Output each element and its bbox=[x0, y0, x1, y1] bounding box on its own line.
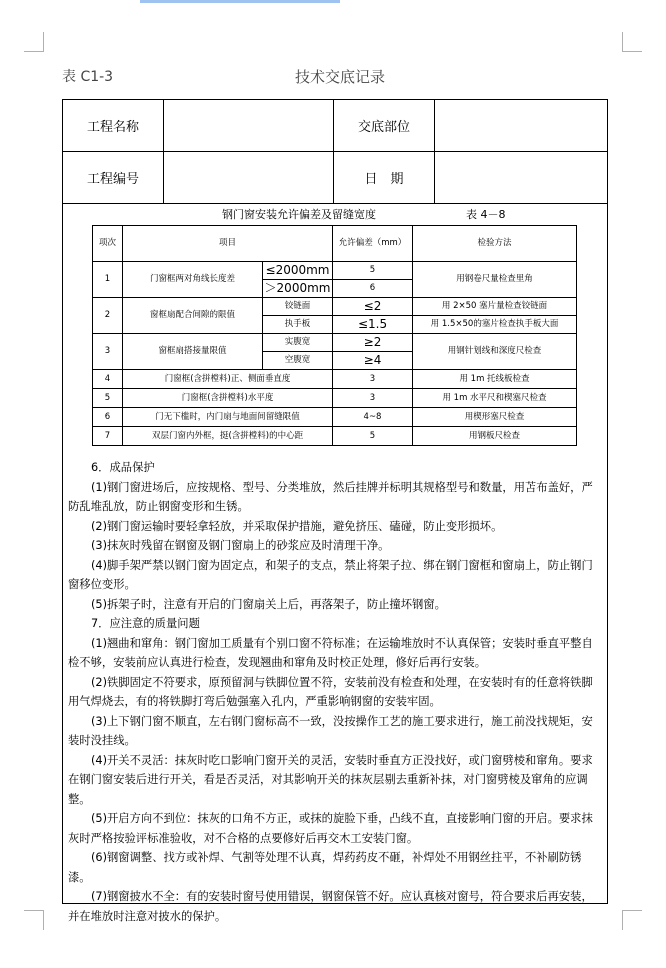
row1-method: 用钢卷尺量检查里角 bbox=[413, 262, 577, 298]
row2-sub-b: 执手板 bbox=[263, 316, 333, 334]
row2-val-b: ≤1.5 bbox=[333, 316, 413, 334]
section6-para: (4)脚手架严禁以钢门窗为固定点，和架子的支点，禁止将架子拉、绑在钢门窗框和窗扇上，防止钢门窗移位变形。 bbox=[68, 558, 593, 591]
header-item: 项目 bbox=[123, 226, 333, 262]
section7-para: (6)钢窗调整、找方或补焊、气割等处理不认真，焊药药皮不砸，补焊处不用钢丝拄平，不补刷防锈漆。 bbox=[68, 851, 582, 884]
section7-para: (7)钢窗披水不全：有的安装时窗号使用错误，钢窗保管不好。应认真核对窗号，符合要求后再安装，并在堆放时注意对披水的保护。 bbox=[68, 890, 593, 923]
row6-item: 门无下槛时，内门扇与地面间留缝限值 bbox=[123, 408, 333, 427]
row2-method-b: 用 1.5×50的塞片检查执手板大面 bbox=[413, 316, 577, 334]
row3-item: 窗框扇搭接量限值 bbox=[123, 334, 263, 370]
form-code: 表 C1-3 bbox=[62, 69, 114, 85]
section7-para: (4)开关不灵活：抹灰时吃口影响门窗开关的灵活，安装时垂直方正没找好，或门窗劈棱和窜角。要求在钢门窗安装后进行开关，看是否灵活，对其影响开关的抹灰层剔去重新补抹，对门窗劈棱及窜角的应调整。 bbox=[68, 753, 593, 806]
row1-sub-b: ＞2000mm bbox=[263, 280, 333, 298]
row5-item: 门窗框(含拼樘料)水平度 bbox=[123, 389, 333, 408]
section7-para: (3)上下钢门窗不顺直，左右钢门窗标高不一致，没按操作工艺的施工要求进行，施工前没找规矩，安装时没挂线。 bbox=[68, 714, 593, 747]
table-row bbox=[93, 370, 577, 389]
top-selection-strip bbox=[140, 0, 340, 3]
row3-sub-b: 空腹宽 bbox=[263, 352, 333, 370]
tolerance-table-title: 钢门窗安装允许偏差及留缝宽度 bbox=[222, 208, 376, 221]
project-no-field[interactable] bbox=[164, 152, 334, 204]
section6-para: (5)拆架子时，注意有开启的门窗扇关上后，再落架子，防止撞坏钢窗。 bbox=[91, 597, 446, 611]
row2-val-a: ≤2 bbox=[333, 298, 413, 316]
row3-no: 3 bbox=[93, 334, 123, 370]
row7-item: 双层门窗内外框，挺(含拼樘料)的中心距 bbox=[123, 427, 333, 446]
row4-val: 3 bbox=[333, 370, 413, 389]
section7-heading: 7．应注意的质量问题 bbox=[91, 617, 200, 630]
document-title: 技术交底记录 bbox=[294, 68, 385, 86]
row4-no: 4 bbox=[93, 370, 123, 389]
section6-para: (2)钢门窗运输时要轻拿轻放，并采取保护措施，避免挤压、磕碰，防止变形损坏。 bbox=[91, 519, 503, 533]
row6-no: 6 bbox=[93, 408, 123, 427]
row6-method: 用楔形塞尺检查 bbox=[413, 408, 577, 427]
row4-method: 用 1m 托线板检查 bbox=[413, 370, 577, 389]
row2-sub-a: 铰链面 bbox=[263, 298, 333, 316]
tolerance-table bbox=[92, 225, 577, 446]
handover-part-label: 交底部位 bbox=[334, 100, 435, 152]
row7-method: 用钢板尺检查 bbox=[413, 427, 577, 446]
project-no-label: 工程编号 bbox=[63, 152, 164, 204]
table-row bbox=[93, 427, 577, 446]
date-field[interactable] bbox=[435, 152, 607, 204]
row1-sub-a: ≤2000mm bbox=[263, 262, 333, 280]
row4-item: 门窗框(含拼樘料)正、侧面垂直度 bbox=[123, 370, 333, 389]
section6-heading: 6．成品保护 bbox=[91, 461, 155, 474]
row1-no: 1 bbox=[93, 262, 123, 298]
row3-method: 用钢针划线和深度尺检查 bbox=[413, 334, 577, 370]
table-row bbox=[93, 408, 577, 427]
row3-val-b: ≥4 bbox=[333, 352, 413, 370]
section7-para: (5)开启方向不到位：抹灰的口角不方正，或抹的旋脸下垂，凸线不直，直接影响门窗的开启。要求抹灰时严格按验评标准验收，对不合格的点要修好后再交木工安装门窗。 bbox=[68, 812, 593, 845]
row5-val: 3 bbox=[333, 389, 413, 408]
table-row bbox=[93, 262, 577, 280]
row5-method: 用 1m 水平尺和楔塞尺检查 bbox=[413, 389, 577, 408]
corner-mark-top-right bbox=[622, 32, 642, 52]
section7-para: (2)铁脚固定不符要求，原预留洞与铁脚位置不符，安装前没有检查和处理，在安装时有的任意将铁脚用气焊烧去，有的将铁脚打弯后勉强塞入孔内，严重影响钢窗的安装牢固。 bbox=[68, 675, 593, 708]
section6-para: (1)钢门窗进场后，应按规格、型号、分类堆放，然后挂牌并标明其规格型号和数量，用苫布盖好，严防乱堆乱放，防止钢窗变形和生锈。 bbox=[68, 480, 593, 513]
tolerance-table-number: 表 4－8 bbox=[466, 208, 506, 221]
row1-val-b: 6 bbox=[333, 280, 413, 298]
row6-val: 4~8 bbox=[333, 408, 413, 427]
row1-item: 门窗框两对角线长度差 bbox=[123, 262, 263, 298]
corner-mark-bottom-left bbox=[24, 910, 44, 930]
row5-no: 5 bbox=[93, 389, 123, 408]
body-content bbox=[68, 458, 604, 926]
row1-val-a: 5 bbox=[333, 262, 413, 280]
header-tolerance: 允许偏差（mm） bbox=[333, 226, 413, 262]
corner-mark-top-left bbox=[24, 32, 44, 52]
row7-val: 5 bbox=[333, 427, 413, 446]
handover-part-field[interactable] bbox=[435, 100, 607, 152]
table-header-row bbox=[93, 226, 577, 262]
section7-para: (1)翘曲和窜角：钢门窗加工质量有个别口窗不符标准；在运输堆放时不认真保管；安装时垂直平整自检不够，安装前应认真进行检查，发现翘曲和窜角及时校正处理，修好后再行安装。 bbox=[68, 636, 593, 669]
header-no: 项次 bbox=[93, 226, 123, 262]
row3-sub-a: 实腹宽 bbox=[263, 334, 333, 352]
corner-mark-bottom-right bbox=[622, 910, 642, 930]
row2-item: 窗框扇配合间隙的限值 bbox=[123, 298, 263, 334]
header-method: 检验方法 bbox=[413, 226, 577, 262]
row2-method-a: 用 2×50 塞片量检查铰链面 bbox=[413, 298, 577, 316]
table-row bbox=[93, 298, 577, 316]
project-name-label: 工程名称 bbox=[63, 100, 164, 152]
row7-no: 7 bbox=[93, 427, 123, 446]
table-row bbox=[93, 334, 577, 352]
date-label: 日 期 bbox=[334, 152, 435, 204]
section6-para: (3)抹灰时残留在钢窗及钢门窗扇上的砂浆应及时清理干净。 bbox=[91, 539, 390, 552]
table-row bbox=[93, 389, 577, 408]
row2-no: 2 bbox=[93, 298, 123, 334]
row3-val-a: ≥2 bbox=[333, 334, 413, 352]
project-name-field[interactable] bbox=[164, 100, 334, 152]
